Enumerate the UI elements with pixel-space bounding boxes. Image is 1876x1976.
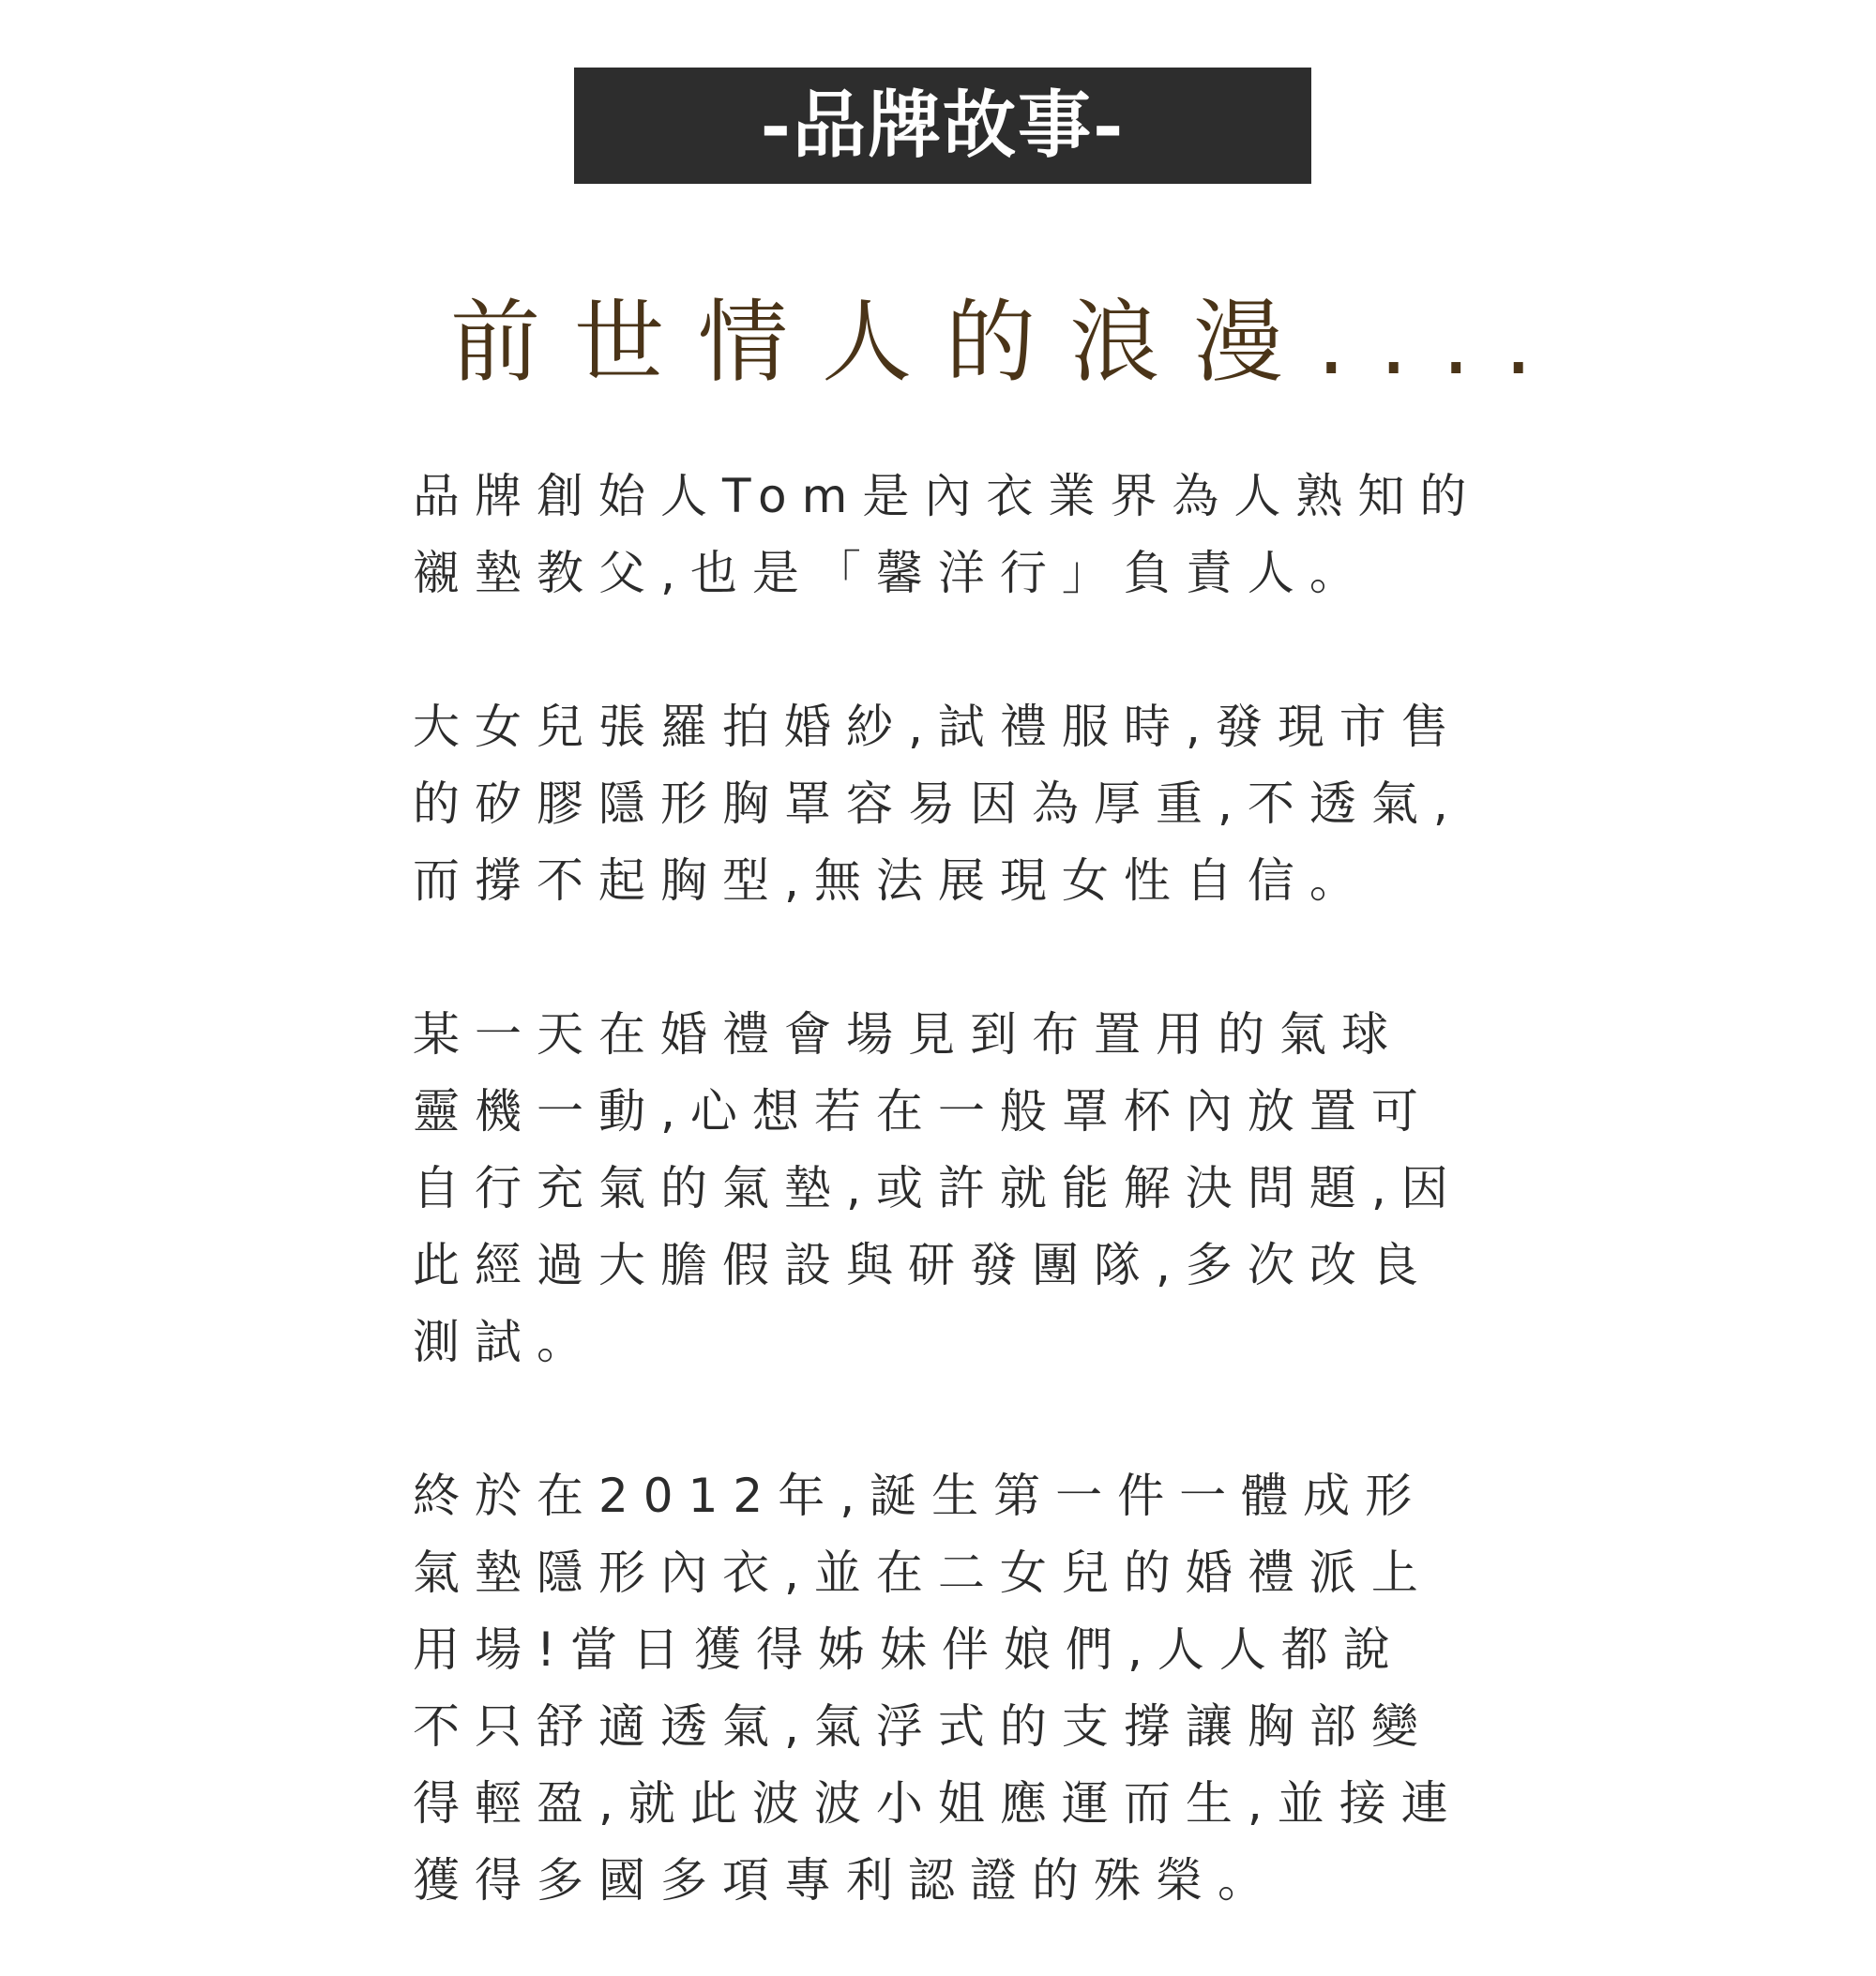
story-line: 得輕盈,就此波波小姐應運而生,並接連 xyxy=(413,1776,1463,1831)
story-paragraph-1 xyxy=(413,458,1482,611)
story-line: 某一天在婚禮會場見到布置用的氣球 xyxy=(413,1007,1403,1062)
story-line: 靈機一動,心想若在一般罩杯內放置可 xyxy=(413,1084,1433,1139)
story-line: 獲得多國多項專利認證的殊榮。 xyxy=(413,1853,1279,1908)
story-paragraph-3 xyxy=(413,996,1482,1380)
banner-title: -品牌故事- xyxy=(760,83,1126,168)
story-paragraph-2 xyxy=(413,688,1482,919)
story-line: 襯墊教父,也是「馨洋行」負責人。 xyxy=(413,546,1371,600)
story-line: 品牌創始人Tom是內衣業界為人熟知的 xyxy=(413,469,1482,523)
story-line: 氣墊隱形內衣,並在二女兒的婚禮派上 xyxy=(413,1546,1433,1600)
story-line: 此經過大膽假設與研發團隊,多次改良 xyxy=(413,1238,1433,1292)
title-banner xyxy=(574,68,1311,184)
story-line: 的矽膠隱形胸罩容易因為厚重,不透氣, xyxy=(413,777,1463,831)
story-paragraph-4 xyxy=(413,1457,1482,1919)
story-line: 終於在2012年,誕生第一件一體成形 xyxy=(413,1469,1428,1523)
story-line: 而撐不起胸型,無法展現女性自信。 xyxy=(413,853,1371,908)
story-line: 自行充氣的氣墊,或許就能解決問題,因 xyxy=(413,1161,1463,1215)
story-line: 用場!當日獲得姊妹伴娘們,人人都說 xyxy=(413,1622,1405,1677)
handwritten-subtitle: 前世情人的浪漫.... xyxy=(450,290,1567,395)
story-line: 測試。 xyxy=(413,1315,598,1369)
story-line: 大女兒張羅拍婚紗,試禮服時,發現市售 xyxy=(413,700,1463,754)
brand-story xyxy=(413,458,1482,1919)
story-line: 不只舒適透氣,氣浮式的支撐讓胸部變 xyxy=(413,1699,1433,1754)
